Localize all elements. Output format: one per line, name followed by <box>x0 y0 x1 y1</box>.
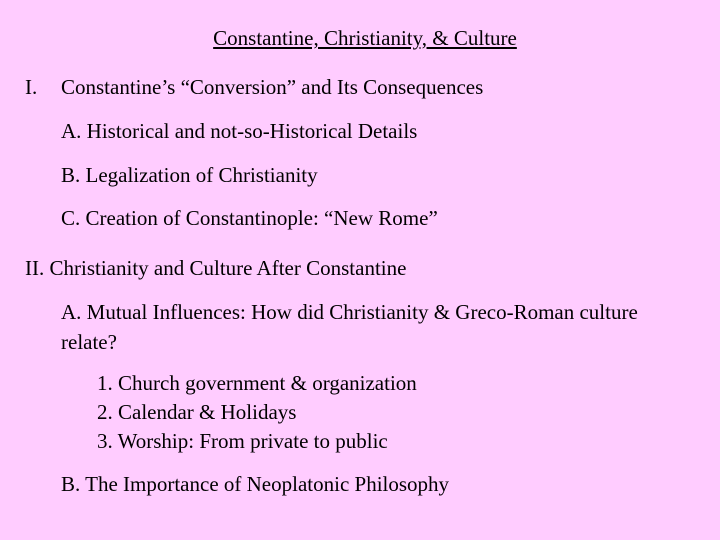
section-2-item-a: A. Mutual Influences: How did Christianity & Greco-Roman culture relate? <box>61 300 638 354</box>
slide-title-text: Constantine, Christianity, & Culture <box>213 26 517 50</box>
section-2-item-b: B. The Importance of Neoplatonic Philosophy <box>61 472 450 496</box>
section-1-item-c: C. Creation of Constantinople: “New Rome” <box>61 206 438 230</box>
section-1-heading: Constantine’s “Conversion” and Its Consequences <box>61 75 484 99</box>
section-2-heading: II. Christianity and Culture After Constantine <box>25 256 407 280</box>
slide-title <box>0 24 720 52</box>
section-1-numeral: I. <box>25 75 38 99</box>
section-1-item-a: A. Historical and not-so-Historical Details <box>61 119 418 143</box>
section-2-subitem-2: 2. Calendar & Holidays <box>97 400 297 424</box>
section-2-subitem-1: 1. Church government & organization <box>97 371 417 395</box>
section-2-subitem-3: 3. Worship: From private to public <box>97 429 388 453</box>
section-1-item-b: B. Legalization of Christianity <box>61 163 318 187</box>
